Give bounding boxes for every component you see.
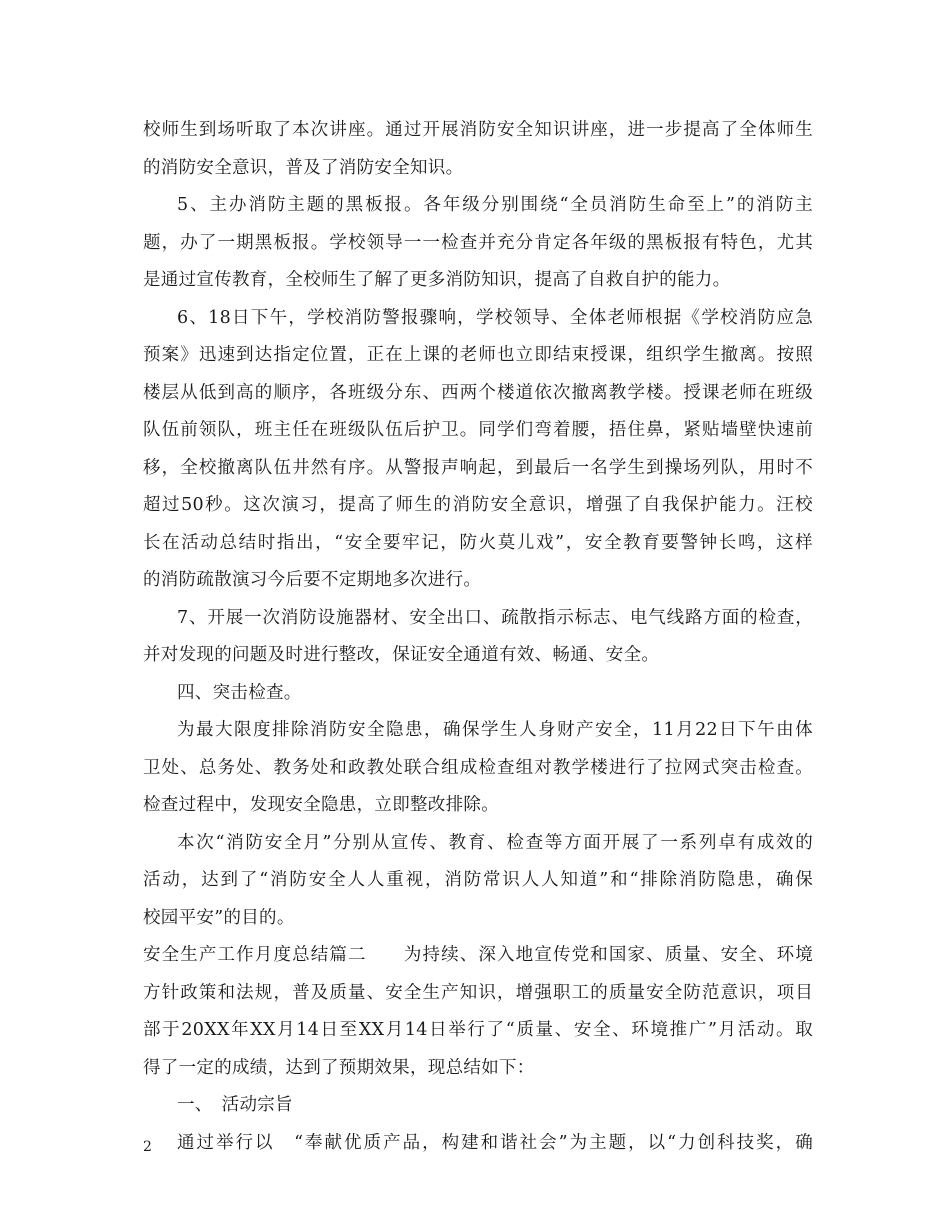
text-line: 本次“消防安全月”分别从宣传、教育、检查等方面开展了一系列卓有成效的	[177, 833, 813, 853]
section-heading: 四、突击检查。	[177, 683, 302, 703]
text-line: 并对发现的问题及时进行整改，保证安全通道有效、畅通、安全。	[143, 645, 660, 665]
text-line: 队伍前领队，班主任在班级队伍后护卫。同学们弯着腰，捂住鼻，紧贴墙壁快速前	[143, 420, 813, 440]
text-line: 的消防疏散演习今后要不定期地多次进行。	[143, 570, 482, 590]
text-line: 预案》迅速到达指定位置，正在上课的老师也立即结束授课，组织学生撤离。按照	[143, 345, 813, 365]
text-line: 校师生到场听取了本次讲座。通过开展消防安全知识讲座，进一步提高了全体师生	[143, 120, 813, 140]
text-line: 卫处、总务处、教务处和政教处联合组成检查组对教学楼进行了拉网式突击检查。	[143, 758, 813, 778]
text-line: 校园平安”的目的。	[143, 908, 295, 928]
text-line: 方针政策和法规，普及质量、安全生产知识，增强职工的质量安全防范意识，项目	[143, 983, 813, 1003]
text-line: 是通过宣传教育，全校师生了解了更多消防知识，提高了自救自护的能力。	[143, 270, 731, 290]
text-line: 安全生产工作月度总结篇二 为持续、深入地宣传党和国家、质量、安全、环境	[143, 945, 813, 965]
text-line: 通过举行以 “奉献优质产品，构建和谐社会”为主题，以“力创科技奖，确	[177, 1133, 813, 1153]
text-line: 5、主办消防主题的黑板报。各年级分别围绕“全员消防生命至上”的消防主	[177, 195, 813, 215]
text-line: 楼层从低到高的顺序，各班级分东、西两个楼道依次撤离教学楼。授课老师在班级	[143, 383, 813, 403]
text-line: 7、开展一次消防设施器材、安全出口、疏散指示标志、电气线路方面的检查，	[177, 608, 813, 628]
text-line: 为最大限度排除消防安全隐患，确保学生人身财产安全，11月22日下午由体	[177, 720, 813, 740]
text-line: 超过50秒。这次演习，提高了师生的消防安全意识，增强了自我保护能力。汪校	[143, 495, 813, 515]
section-heading: 一、 活动宗旨	[177, 1095, 293, 1115]
text-line: 题，办了一期黑板报。学校领导一一检查并充分肯定各年级的黑板报有特色，尤其	[143, 233, 813, 253]
text-line: 6、18日下午，学校消防警报骤响，学校领导、全体老师根据《学校消防应急	[177, 308, 813, 328]
text-line: 得了一定的成绩，达到了预期效果，现总结如下：	[143, 1058, 535, 1078]
page-number: 2	[143, 1139, 152, 1155]
text-line: 长在活动总结时指出，“安全要牢记，防火莫儿戏”，安全教育要警钟长鸣，这样	[143, 533, 813, 553]
text-line: 检查过程中，发现安全隐患，立即整改排除。	[143, 795, 499, 815]
text-line: 移，全校撤离队伍井然有序。从警报声响起，到最后一名学生到操场列队，用时不	[143, 458, 813, 478]
text-line: 的消防安全意识，普及了消防安全知识。	[143, 158, 464, 178]
text-line: 活动，达到了“消防安全人人重视，消防常识人人知道”和“排除消防隐患，确保	[143, 870, 813, 890]
text-line: 部于20XX年XX月14日至XX月14日举行了“质量、安全、环境推广”月活动。取	[143, 1020, 813, 1040]
